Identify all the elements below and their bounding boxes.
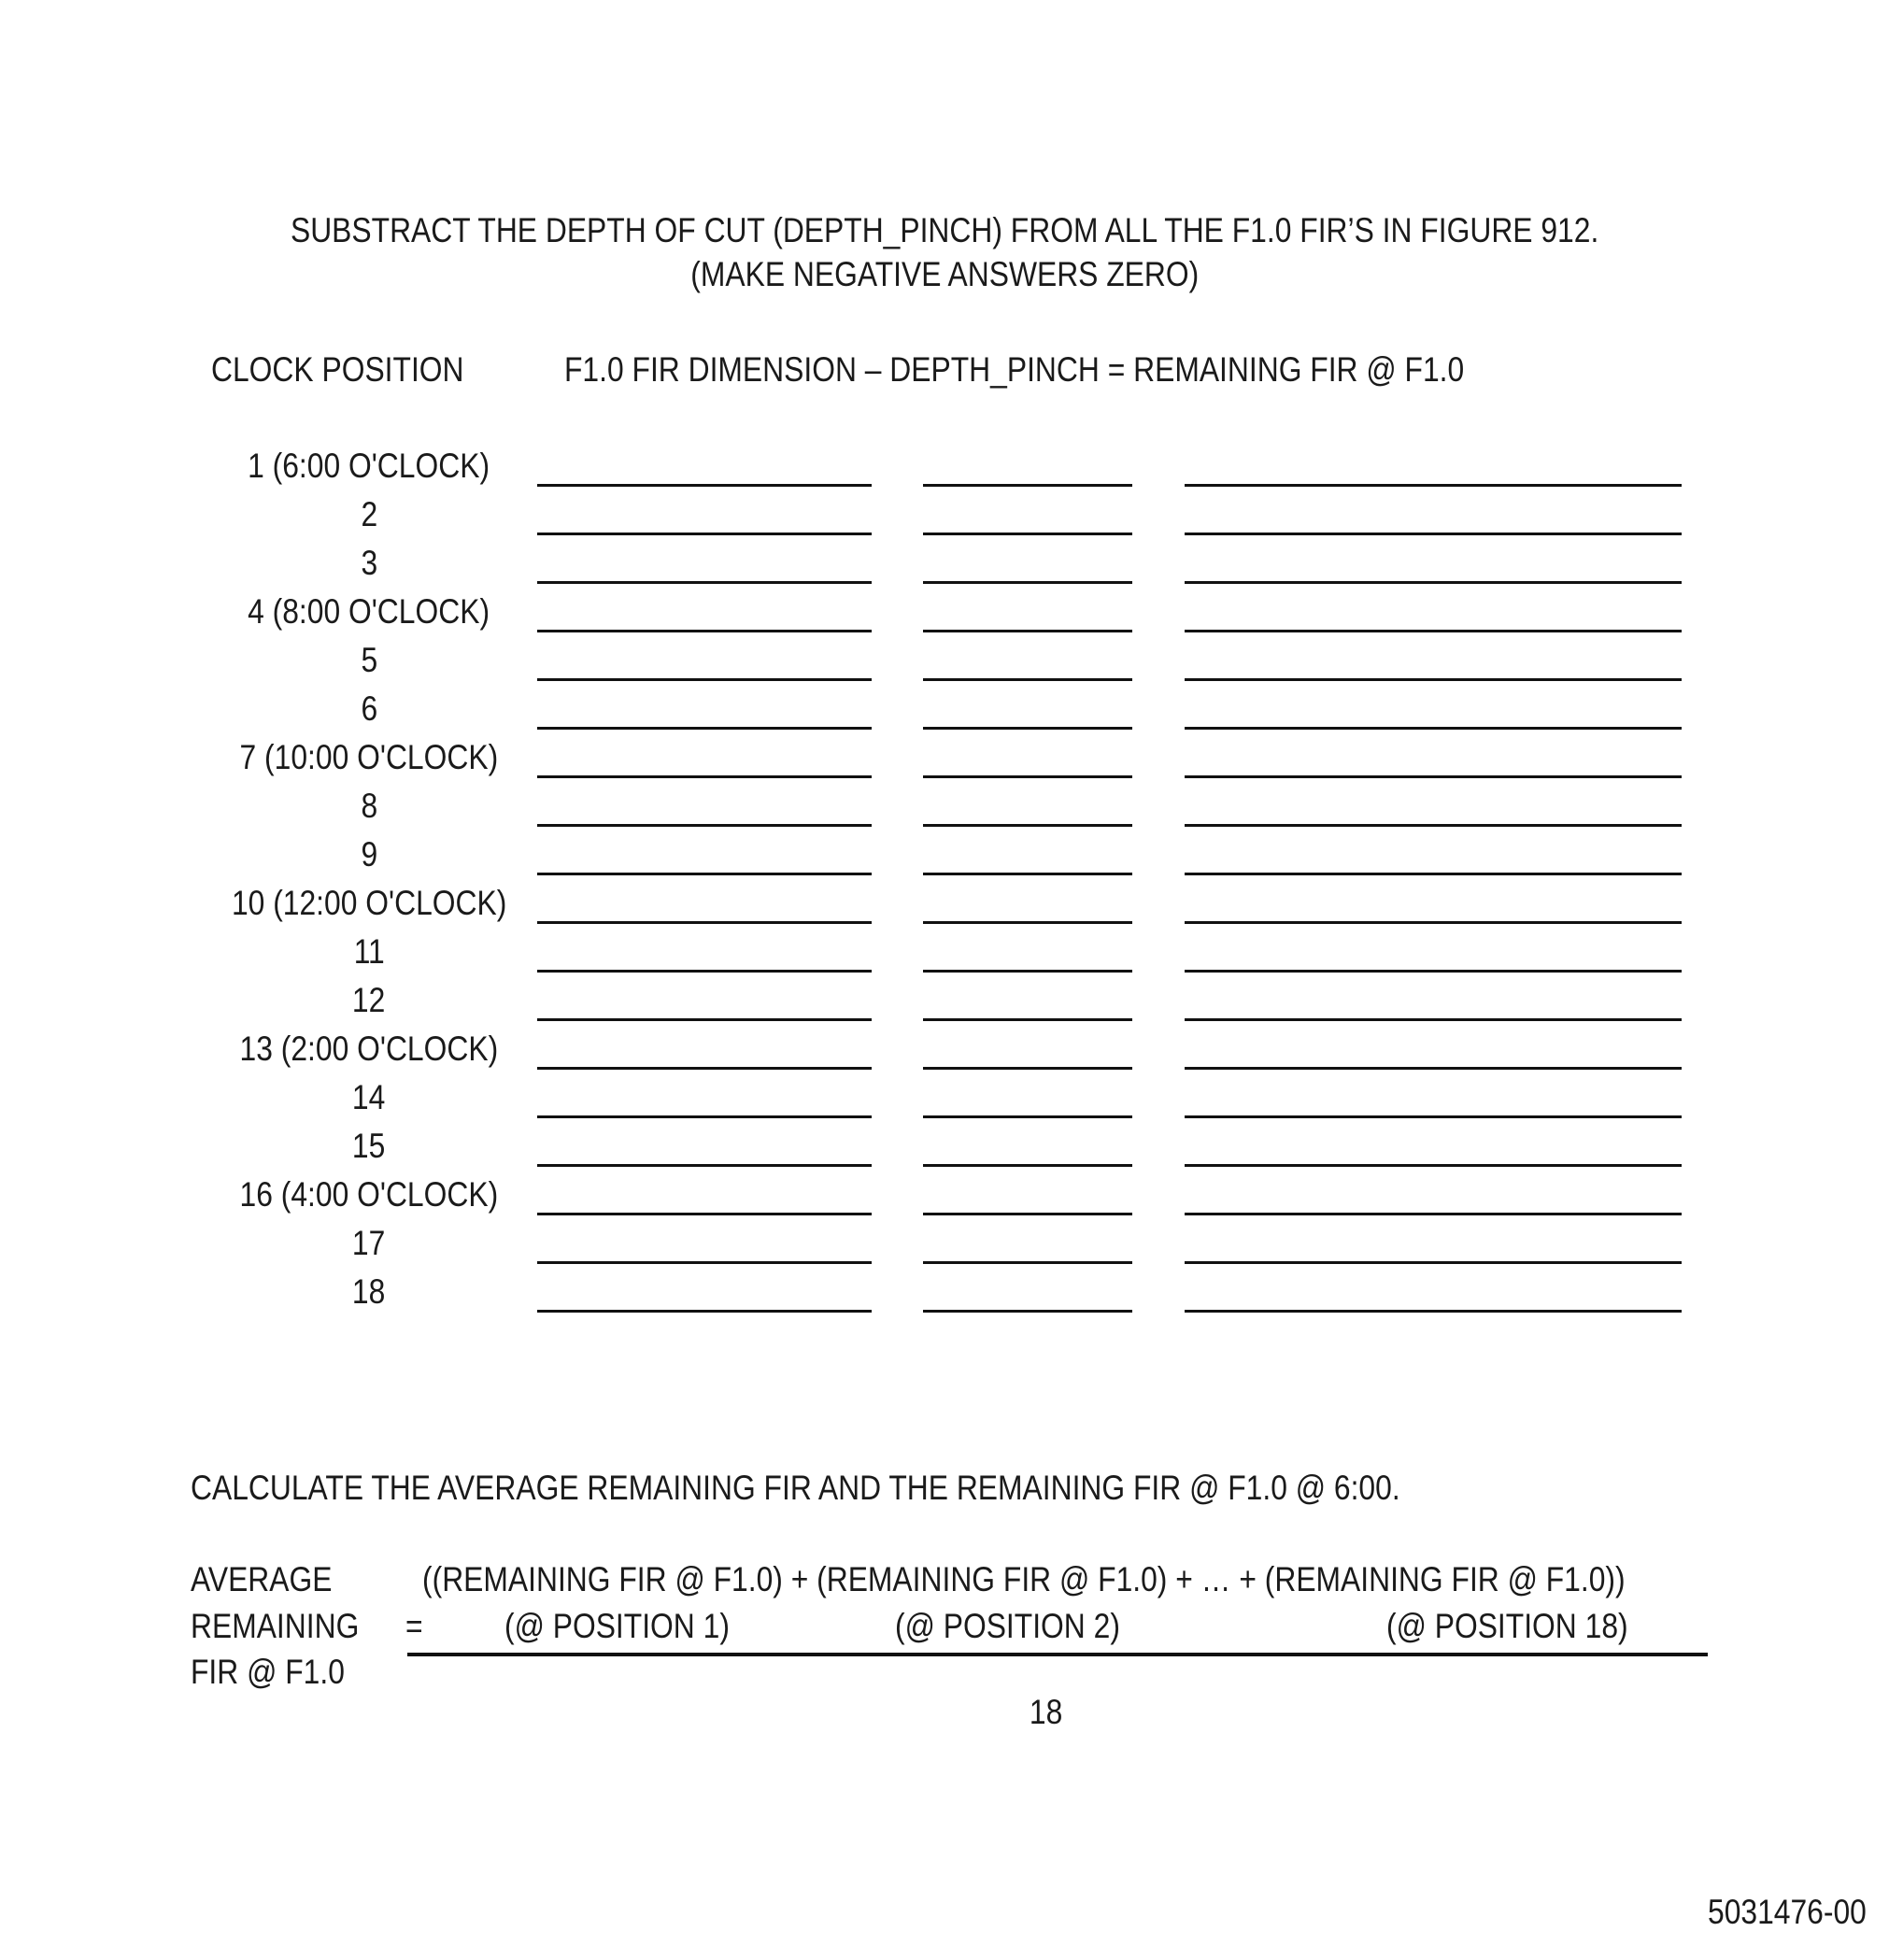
- depth-pinch-blank[interactable]: [923, 1213, 1132, 1215]
- fir-dimension-blank[interactable]: [537, 630, 872, 632]
- fir-dimension-blank[interactable]: [537, 1213, 872, 1215]
- clock-position-header: CLOCK POSITION: [211, 350, 464, 389]
- clock-position-label: 2: [361, 495, 377, 533]
- fir-dimension-blank[interactable]: [537, 970, 872, 973]
- fir-dimension-blank[interactable]: [537, 727, 872, 730]
- remaining-fir-blank[interactable]: [1185, 1213, 1682, 1215]
- average-label-line-2: REMAINING: [191, 1607, 360, 1645]
- instruction-line-1: SUBSTRACT THE DEPTH OF CUT (DEPTH_PINCH) FROM ALL THE F1.0 FIR’S IN FIGURE 912.: [290, 211, 1599, 249]
- position-2-note: (@ POSITION 2): [895, 1607, 1120, 1645]
- fir-dimension-blank[interactable]: [537, 1067, 872, 1070]
- clock-position-label: 13 (2:00 O'CLOCK): [239, 1030, 499, 1068]
- clock-position-label: 14: [352, 1078, 386, 1116]
- remaining-fir-blank[interactable]: [1185, 533, 1682, 535]
- clock-position-label: 18: [352, 1272, 386, 1311]
- formula-numerator: ((REMAINING FIR @ F1.0) + (REMAINING FIR @ F1.0) + … + (REMAINING FIR @ F1.0)): [422, 1560, 1626, 1598]
- formula-denominator: 18: [1030, 1693, 1063, 1731]
- fir-dimension-blank[interactable]: [537, 533, 872, 535]
- document-number: 5031476-00: [1708, 1893, 1867, 1931]
- depth-pinch-blank[interactable]: [923, 1018, 1132, 1021]
- depth-pinch-blank[interactable]: [923, 1164, 1132, 1167]
- fir-dimension-blank[interactable]: [537, 921, 872, 924]
- depth-pinch-blank[interactable]: [923, 533, 1132, 535]
- remaining-fir-blank[interactable]: [1185, 630, 1682, 632]
- clock-position-label: 3: [361, 544, 377, 582]
- calc-instruction: CALCULATE THE AVERAGE REMAINING FIR AND THE REMAINING FIR @ F1.0 @ 6:00.: [191, 1469, 1400, 1507]
- remaining-fir-blank[interactable]: [1185, 970, 1682, 973]
- remaining-fir-blank[interactable]: [1185, 1164, 1682, 1167]
- remaining-fir-blank[interactable]: [1185, 1018, 1682, 1021]
- remaining-fir-blank[interactable]: [1185, 727, 1682, 730]
- equation-header: F1.0 FIR DIMENSION – DEPTH_PINCH = REMAINING FIR @ F1.0: [564, 350, 1465, 389]
- depth-pinch-blank[interactable]: [923, 970, 1132, 973]
- clock-position-label: 9: [361, 835, 377, 873]
- clock-position-label: 15: [352, 1127, 386, 1165]
- clock-position-label: 17: [352, 1224, 386, 1262]
- depth-pinch-blank[interactable]: [923, 1067, 1132, 1070]
- position-18-note: (@ POSITION 18): [1386, 1607, 1628, 1645]
- depth-pinch-blank[interactable]: [923, 873, 1132, 875]
- depth-pinch-blank[interactable]: [923, 581, 1132, 584]
- clock-position-label: 5: [361, 641, 377, 679]
- fir-dimension-blank[interactable]: [537, 1261, 872, 1264]
- clock-position-label: 6: [361, 689, 377, 728]
- fraction-bar: [407, 1653, 1708, 1656]
- fir-dimension-blank[interactable]: [537, 678, 872, 681]
- remaining-fir-blank[interactable]: [1185, 1261, 1682, 1264]
- depth-pinch-blank[interactable]: [923, 678, 1132, 681]
- clock-position-label: 7 (10:00 O'CLOCK): [239, 738, 499, 776]
- clock-position-label: 8: [361, 787, 377, 825]
- equals-sign: =: [405, 1607, 423, 1645]
- remaining-fir-blank[interactable]: [1185, 1115, 1682, 1118]
- clock-position-label: 16 (4:00 O'CLOCK): [239, 1175, 499, 1214]
- average-label-line-3: FIR @ F1.0: [191, 1653, 345, 1691]
- depth-pinch-blank[interactable]: [923, 921, 1132, 924]
- remaining-fir-blank[interactable]: [1185, 873, 1682, 875]
- remaining-fir-blank[interactable]: [1185, 1067, 1682, 1070]
- fir-dimension-blank[interactable]: [537, 1164, 872, 1167]
- fir-dimension-blank[interactable]: [537, 1310, 872, 1313]
- depth-pinch-blank[interactable]: [923, 727, 1132, 730]
- clock-position-label: 1 (6:00 O'CLOCK): [248, 447, 490, 485]
- depth-pinch-blank[interactable]: [923, 824, 1132, 827]
- depth-pinch-blank[interactable]: [923, 630, 1132, 632]
- fir-dimension-blank[interactable]: [537, 484, 872, 487]
- fir-dimension-blank[interactable]: [537, 1115, 872, 1118]
- remaining-fir-blank[interactable]: [1185, 921, 1682, 924]
- clock-position-label: 11: [353, 932, 385, 971]
- instruction-line-2: (MAKE NEGATIVE ANSWERS ZERO): [690, 255, 1199, 293]
- fir-dimension-blank[interactable]: [537, 775, 872, 778]
- remaining-fir-blank[interactable]: [1185, 775, 1682, 778]
- clock-position-label: 12: [352, 981, 386, 1019]
- average-label-line-1: AVERAGE: [191, 1560, 333, 1598]
- remaining-fir-blank[interactable]: [1185, 678, 1682, 681]
- remaining-fir-blank[interactable]: [1185, 824, 1682, 827]
- clock-position-label: 4 (8:00 O'CLOCK): [248, 592, 490, 631]
- remaining-fir-blank[interactable]: [1185, 581, 1682, 584]
- clock-position-label: 10 (12:00 O'CLOCK): [231, 884, 507, 922]
- position-1-note: (@ POSITION 1): [504, 1607, 730, 1645]
- remaining-fir-blank[interactable]: [1185, 1310, 1682, 1313]
- depth-pinch-blank[interactable]: [923, 1115, 1132, 1118]
- fir-dimension-blank[interactable]: [537, 824, 872, 827]
- depth-pinch-blank[interactable]: [923, 1310, 1132, 1313]
- remaining-fir-blank[interactable]: [1185, 484, 1682, 487]
- depth-pinch-blank[interactable]: [923, 775, 1132, 778]
- fir-dimension-blank[interactable]: [537, 873, 872, 875]
- depth-pinch-blank[interactable]: [923, 1261, 1132, 1264]
- fir-dimension-blank[interactable]: [537, 1018, 872, 1021]
- fir-dimension-blank[interactable]: [537, 581, 872, 584]
- depth-pinch-blank[interactable]: [923, 484, 1132, 487]
